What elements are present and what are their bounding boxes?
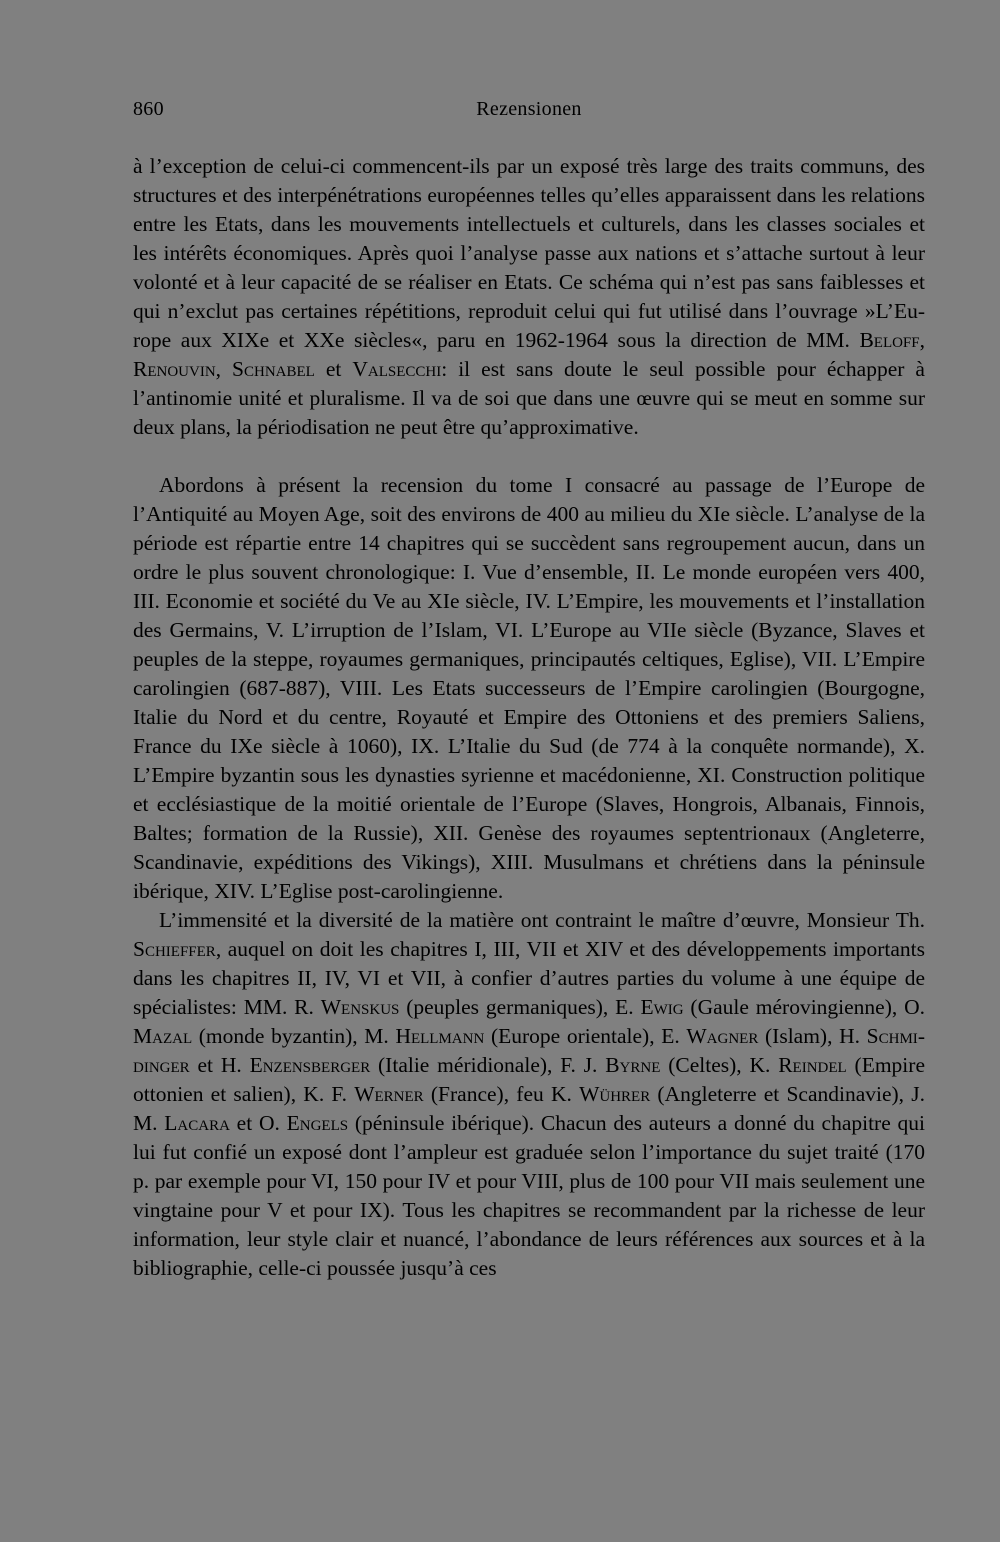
author-name: Enzensberger (249, 1053, 371, 1077)
text-run: (peuples germaniques), E. (399, 995, 641, 1019)
text-run: et O. (229, 1111, 287, 1135)
text-run: et H. (189, 1053, 250, 1077)
text-run: (Europe orientale), E. (484, 1024, 687, 1048)
author-name: Wagner (686, 1024, 759, 1048)
text-run: (monde byzantin), M. (192, 1024, 396, 1048)
page-number: 860 (133, 98, 164, 120)
text-run: à l’exception de celui-ci commencent-ils par un exposé très large des traits communs, des structures et des interpénétrations européennes telles qu’elles apparaissent dans les relations entre les Etats, dans les mouvements intellectuels et culturels, dans les classes sociales et les intérêts économiques. Après quoi l’analyse passe aux nations et s’attache surtout à leur volonté et à leur capacité de se réaliser en Etats. Ce schéma qui n’est pas sans faiblesses et qui n’exclut pas certaines répétitions, reproduit celui qui fut utilisé dans l’ouvrage »L’Europe aux XIXe et XXe siècles«, paru en 1962-1964 sous la direction de MM. (133, 154, 925, 352)
author-name: Byrne (605, 1053, 661, 1077)
author-name: Lacara (164, 1111, 230, 1135)
body-text (133, 152, 925, 1283)
text-run: : il est sans doute le seul possible pour échapper à l’antinomie unité et pluralisme. Il va de soi que dans une œuvre qui se meut en somme sur deux plans, la périodisation ne peut être qu’approximative. (133, 357, 925, 439)
author-name: Schieffer (133, 937, 216, 961)
text-run: L’immensité et la diversité de la matière ont contraint le maître d’œuvre, Monsieur Th. (159, 908, 925, 932)
author-name: Schnabel (232, 357, 315, 381)
paragraph (133, 906, 925, 1283)
text-run: (Empire ottonien et salien), K. F. (133, 1053, 925, 1106)
text-run: (France), feu K. (423, 1082, 580, 1106)
paragraph (133, 471, 925, 906)
text-run: (Celtes), K. (660, 1053, 779, 1077)
text-run: , auquel on doit les chapitres I, III, VII et XIV et des développements importants dans les chapitres II, IV, VI et VII, à confier d’autres parties du volume à une équipe de spécialistes: MM. R. (133, 937, 925, 1019)
text-run: Abordons à présent la recension du tome I consacré au passage de l’Europe de l’Antiquité au Moyen Age, soit des environs de 400 au milieu du XIe siècle. L’analyse de la période est répartie entre 14 chapitres qui se succèdent sans regroupement aucun, dans un ordre le plus souvent chronologique: I. Vue d’ensemble, II. Le monde européen vers 400, III. Economie et société du Ve au XIe siècle, IV. L’Empire, les mouvements et l’installation des Germains, V. L’irruption de l’Islam, VI. L’Europe au VIIe siècle (Byzance, Slaves et peuples de la steppe, royaumes germaniques, principautés celtiques, Eglise), VII. L’Empire carolingien (687-887), VIII. Les Etats successeurs de l’Empire carolingien (Bourgogne, Italie du Nord et du centre, Royauté et Empire des Ottoniens et des premiers Saliens, France du IXe siècle à 1060), IX. L’Italie du Sud (de 774 à la conquête normande), X. L’Empire byzantin sous les dynasties syrienne et macédonienne, XI. Construction politique et ecclésiastique de la moitié orientale de l’Europe (Slaves, Hongrois, Albanais, Finnois, Baltes; formation de la Russie), XII. Genèse des royaumes septentrionaux (Angleterre, Scandinavie, expéditions des Vikings), XIII. Musulmans et chrétiens dans la péninsule ibérique, XIV. L’Eglise post-carolingienne. (133, 473, 925, 903)
author-name: Valsecchi (352, 357, 442, 381)
text-run: , (919, 328, 925, 352)
author-name: Werner (354, 1082, 424, 1106)
text-run: (Islam), H. (758, 1024, 867, 1048)
author-name: Ewig (640, 995, 684, 1019)
author-name: Mazal (133, 1024, 193, 1048)
author-name: Wührer (579, 1082, 651, 1106)
author-name: Wenskus (320, 995, 400, 1019)
text-run: (Italie méridionale), F. J. (370, 1053, 606, 1077)
text-run: (Angleterre et Scandinavie), J. M. (133, 1082, 925, 1135)
author-name: Hellmann (395, 1024, 485, 1048)
text-run: (péninsule ibérique). Chacun des auteurs a donné du chapitre qui lui fut confié un exposé dont l’ampleur est graduée selon l’importance du sujet traité (170 p. par exemple pour VI, 150 pour IV et pour VIII, plus de 100 pour VII mais seulement une vingtaine pour V et pour IX). Tous les chapitres se recommandent par la richesse de leur information, leur style clair et nuancé, l’abondance de leurs références aux sources et à la bibliographie, celle-ci poussée jusqu’à ces (133, 1111, 925, 1280)
running-title: Rezensionen (476, 98, 582, 120)
text-run: (Gaule mérovingienne), O. (683, 995, 926, 1019)
text-run: et (314, 357, 353, 381)
author-name: Beloff (859, 328, 920, 352)
author-name: Engels (286, 1111, 349, 1135)
author-name: Reindel (778, 1053, 847, 1077)
text-run: , (215, 357, 233, 381)
author-name: Schmidinger (133, 1024, 925, 1077)
page-header (133, 94, 925, 124)
paragraph (133, 152, 925, 442)
author-name: Renouvin (133, 357, 216, 381)
